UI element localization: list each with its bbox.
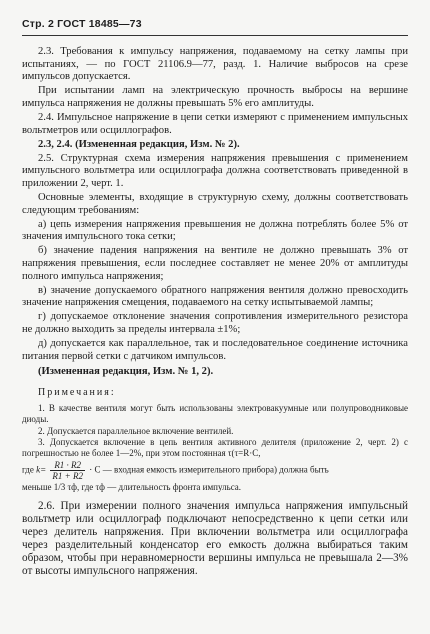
formula-prefix: где (22, 464, 34, 475)
list-item-a: а) цепь измерения напряжения превышения не должна потреблять более 5% от значения импульсного тока сетки; (22, 218, 408, 243)
formula-k: k= (36, 464, 47, 475)
formula-rest: · C — входная емкость измерительного прибора) должна быть (89, 464, 329, 475)
formula-denominator: R1 + R2 (52, 471, 83, 482)
page-header: Стр. 2 ГОСТ 18485—73 (22, 18, 142, 30)
note-1: 1. В качестве вентиля могут быть использованы электровакуумные или полупроводниковые диоды. (22, 403, 408, 425)
edit-note-2-3-2-4: 2.3, 2.4. (Измененная редакция, Изм. № 2). (38, 138, 240, 150)
document-body (22, 46, 408, 577)
header-rule (22, 35, 408, 36)
note-3: 3. Допускается включение в цепь вентиля активного делителя (приложение 2, черт. 2) с погрешностью не более 1—2%, при этом постоянная τ(τ=R·C, (22, 437, 408, 458)
list-item-b: б) значение падения напряжения на вентиле не должно превышать 3% от напряжения превышения, если последнее составляет не менее 20% от амплитуды полного импульса напряжения; (22, 245, 408, 282)
notes-title: Примечания: (38, 386, 116, 398)
list-item-v: в) значение допускаемого обратного напряжения вентиля должно превосходить значение напряжения смещения, подаваемого на сетку испытываемой лампы; (22, 284, 408, 309)
paragraph-2-5: 2.5. Структурная схема измерения напряжения превышения с применением импульсного вольтметра или осциллографа должна соответствовать приведенной в приложении 2, черт. 1. (22, 152, 408, 189)
paragraph-2-3-cont: При испытании ламп на электрическую прочность выбросы на вершине импульса напряжения не должны превышать 5% его амплитуды. (22, 85, 408, 109)
note-2: 2. Допускается параллельное включение вентилей. (38, 425, 234, 436)
list-item-g: г) допускаемое отклонение значения сопротивления измерительного резистора не должно выходить за пределы интервала ±1%; (22, 311, 408, 335)
paragraph-elements-intro: Основные элементы, входящие в структурную схему, должны соответствовать следующим требованиям: (22, 192, 408, 216)
formula-numerator: R1 · R2 (50, 460, 85, 471)
edit-note-1-2: (Измененная редакция, Изм. № 1, 2). (38, 366, 214, 378)
paragraph-2-3: 2.3. Требования к импульсу напряжения, подаваемому на сетку лампы при испытаниях, — по ГОСТ 21106.9—77, разд. 1. Наличие выбросов на срезе импульсов допускается. (22, 46, 408, 83)
paragraph-2-6: 2.6. При измерении полного значения импульса напряжения импульсный вольтметр или осциллограф подключают непосредственно к цепи сетки или через делитель напряжения. При включении вольтметра или осциллографа через разделительный конденсатор его емкость должна выбираться таким образом, чтобы при неравномерности вершины импульса не превышала 2—3% от высоты импульсного напряжения. (22, 500, 408, 577)
formula-fraction (50, 460, 85, 481)
formula-line (22, 460, 408, 481)
paragraph-2-4: 2.4. Импульсное напряжение в цепи сетки измеряют с применением импульсных вольтметров или осциллографов. (22, 111, 408, 136)
note-3-tail: меньше 1/3 τф, где τф — длительность фронта импульса. (22, 482, 242, 493)
list-item-d: д) допускается как параллельное, так и последовательное соединение источника питания первой сетки с датчиком импульсов. (22, 338, 408, 362)
